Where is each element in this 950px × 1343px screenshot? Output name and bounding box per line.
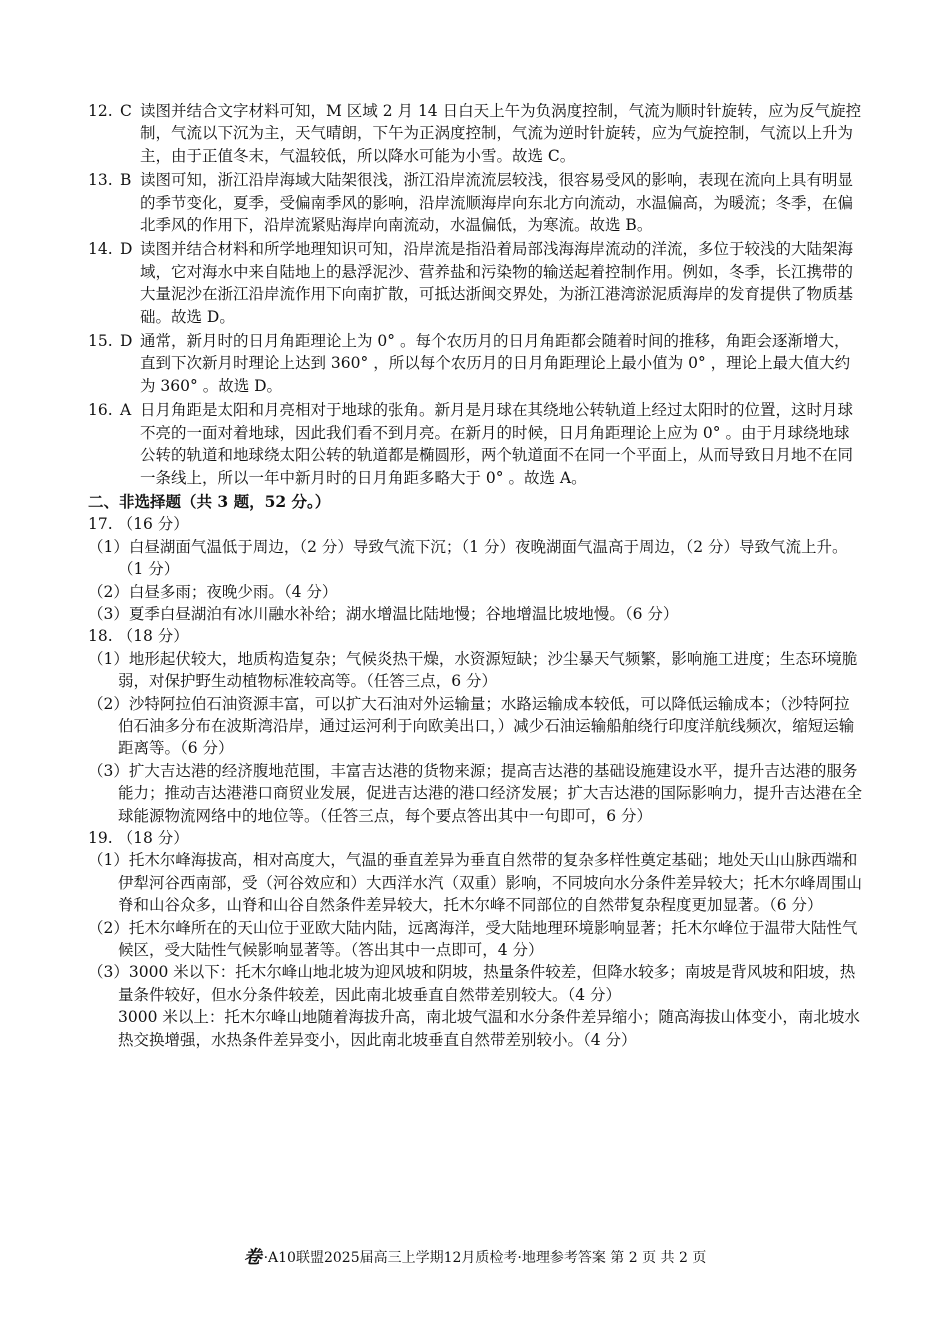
question-number: 12. xyxy=(88,102,113,120)
mcq-item-16 xyxy=(88,399,863,489)
explanation-text: 读图并结合文字材料可知，M 区域 2 月 14 日白天上午为负涡度控制，气流为顺时针旋转，应为反气旋控制，气流以下沉为主，天气晴朗，下午为正涡度控制，气流为逆时针旋转，应为气旋控制，气流以上升为主，由于正值冬末，气温较低，所以降水可能为小雪。故选 C。 xyxy=(140,102,862,165)
q18-part-3: （3）扩大吉达港的经济腹地范围，丰富吉达港的货物来源；提高吉达港的基础设施建设水平，提升吉达港的服务能力；推动吉达港港口商贸业发展，促进吉达港的港口经济发展；扩大吉达港的国际影响力，提升吉达港在全球能源物流网络中的地位等。（任答三点，每个要点答出其中一句即可，6 分） xyxy=(88,761,863,825)
explanation-text: 日月角距是太阳和月亮相对于地球的张角。新月是月球在其绕地公转轨道上经过太阳时的位置，这时月球不亮的一面对着地球，因此我们看不到月亮。在新月的时候，日月角距理论上应为 0° 。由于月球绕地球公转的轨道和地球绕太阳公转的轨道都是椭圆形，两个轨道面不在同一个平面上，从而导致日月地不在同一条线上，所以一年中新月时的日月角距多略大于 0° 。故选 A。 xyxy=(140,401,854,487)
section-title: 二、非选择题（共 3 题，52 分。） xyxy=(88,491,331,511)
brand-logo: 卷 xyxy=(243,1247,262,1268)
q19-part-3: （3）3000 米以下：托木尔峰山地北坡为迎风坡和阴坡，热量条件较差，但降水较多；南坡是背风坡和阳坡，热量条件较好，但水分条件较差，因此南北坡垂直自然带差别较大。（4 分） xyxy=(88,963,856,1004)
q19-part-1: （1）托木尔峰海拔高，相对高度大，气温的垂直差异为垂直自然带的复杂多样性奠定基础；地处天山山脉西端和伊犁河谷西南部，受（河谷效应和）大西洋水汽（双重）影响，不同坡向水分条件差异较大；托木尔峰周围山脊和山谷众多，山脊和山谷自然条件差异较大，托木尔峰不同部位的自然带复杂程度更加显著。（6 分） xyxy=(88,851,863,915)
question-number: 13. xyxy=(88,171,113,190)
explanation-text: 读图可知，浙江沿岸海域大陆架很浅，浙江沿岸流流层较浅，很容易受风的影响，表现在流向上具有明显的季节变化，夏季，受偏南季风的影响，沿岸流顺海岸向东北方向流动，水温偏高，为暖流；冬季，在偏北季风的作用下，沿岸流紧贴海岸向南流动，水温偏低，为寒流。故选 B。 xyxy=(140,171,854,235)
answer-letter: B xyxy=(120,171,132,190)
q17-part-1: （1）白昼湖面气温低于周边，（2 分）导致气流下沉；（1 分）夜晚湖面气温高于周边，（2 分）导致气流上升。（1 分） xyxy=(88,537,848,579)
answer-letter: A xyxy=(120,401,132,420)
answer-letter: D xyxy=(120,240,133,259)
mcq-item-15 xyxy=(88,330,863,397)
q19-part-2: （2）托木尔峰所在的天山位于亚欧大陆内陆，远离海洋，受大陆地理环境影响显著；托木尔峰位于温带大陆性气候区，受大陆性气候影响显著等。（答出其中一点即可，4 分） xyxy=(88,918,858,960)
question-17-head: 17. （16 分） xyxy=(88,515,189,534)
q17-part-3: （3）夏季白昼湖泊有冰川融水补给；湖水增温比陆地慢；谷地增温比坡地慢。（6 分） xyxy=(88,604,679,623)
explanation-text: 通常，新月时的日月角距理论上为 0° 。每个农历月的日月角距都会随着时间的推移，角距会逐渐增大，直到下次新月时理论上达到 360° ，所以每个农历月的日月角距理论上最小值为 0° ，理论上最大值大约为 360° 。故选 D。 xyxy=(140,332,851,395)
question-number: 14. xyxy=(88,240,113,259)
answer-content xyxy=(88,100,863,1051)
answer-letter: C xyxy=(120,102,132,120)
page-footer xyxy=(0,1248,950,1268)
question-number: 16. xyxy=(88,401,113,420)
q18-part-1: （1）地形起伏较大，地质构造复杂；气候炎热干燥，水资源短缺；沙尘暴天气频繁，影响施工进度；生态环境脆弱，对保护野生动植物标准较高等。（任答三点，6 分） xyxy=(88,649,858,691)
question-number: 15. xyxy=(88,332,113,351)
q19-part-3-continued: 3000 米以上：托木尔峰山地随着海拔升高，南北坡气温和水分条件差异缩小；随高海拔山体变小，南北坡水热交换增强，水热条件差异变小，因此南北坡垂直自然带差别较小。（4 分） xyxy=(118,1008,860,1049)
mcq-item-14 xyxy=(88,238,863,328)
mcq-item-12 xyxy=(88,100,863,167)
q18-part-2: （2）沙特阿拉伯石油资源丰富，可以扩大石油对外运输量；水路运输成本较低，可以降低运输成本；（沙特阿拉伯石油多分布在波斯湾沿岸，通过运河利于向欧美出口，）减少石油运输船舶绕行印度洋航线频次，缩短运输距离等。（6 分） xyxy=(88,694,855,758)
mcq-item-13 xyxy=(88,169,863,236)
question-18-head: 18. （18 分） xyxy=(88,627,189,646)
question-19-head: 19. （18 分） xyxy=(88,829,189,847)
explanation-text: 读图并结合材料和所学地理知识可知，沿岸流是指沿着局部浅海海岸流动的洋流，多位于较浅的大陆架海域，它对海水中来自陆地上的悬浮泥沙、营养盐和污染物的输送起着控制作用。例如，冬季，长江携带的大量泥沙在浙江沿岸流作用下向南扩散，可抵达浙闽交界处，为浙江港湾淤泥质海岸的发育提供了物质基础。故选 D。 xyxy=(140,240,854,326)
footer-text: ·A10联盟2025届高三上学期12月质检考·地理参考答案 第 2 页 共 2 页 xyxy=(263,1250,707,1266)
answer-letter: D xyxy=(120,332,133,351)
q17-part-2: （2）白昼多雨；夜晚少雨。（4 分） xyxy=(88,582,338,601)
